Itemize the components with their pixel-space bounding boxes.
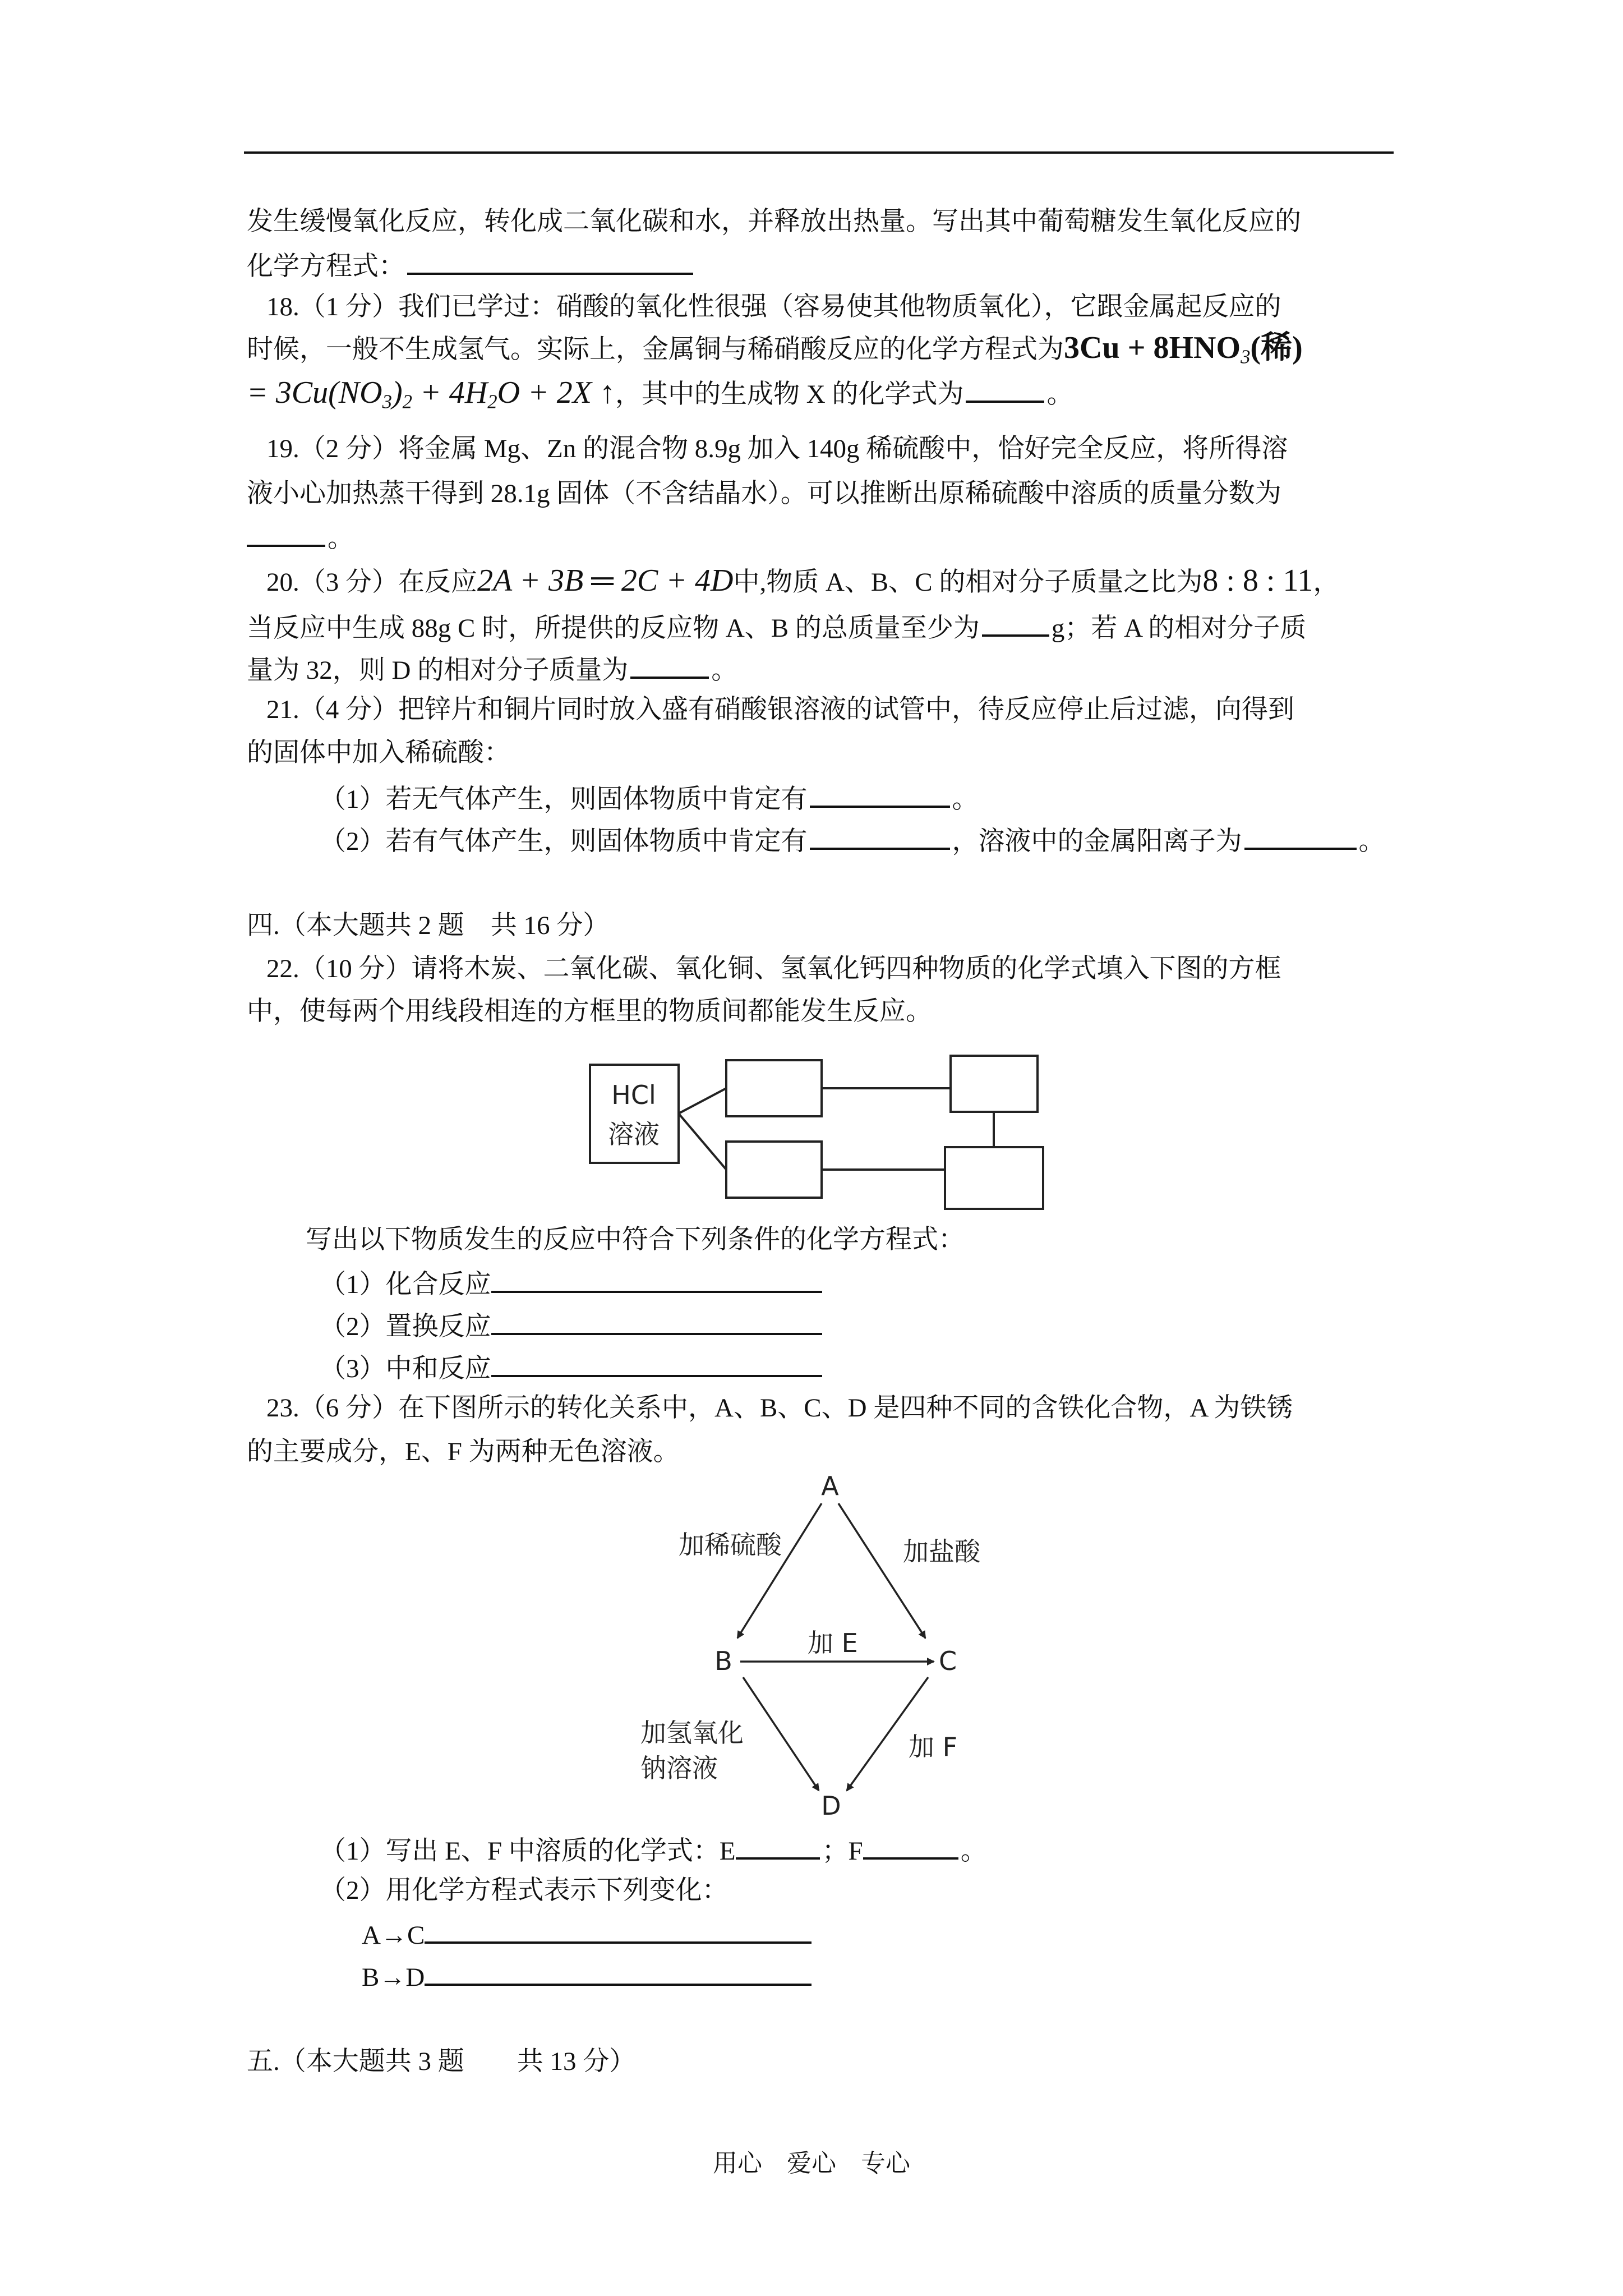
q22-line1: 22.（10 分）请将木炭、二氧化碳、氧化铜、氢氧化钙四种物质的化学式填入下图的方框 xyxy=(266,954,1281,983)
q22-line2: 中，使每两个用线段相连的方框里的物质间都能发生反应。 xyxy=(247,997,932,1026)
edge-bd-label-1: 加氢氧化 xyxy=(640,1718,744,1748)
q22-answer-blank-3[interactable] xyxy=(491,1349,822,1377)
q22-reaction-diagram xyxy=(578,1043,1060,1228)
q18-line1: 18.（1 分）我们已学过：硝酸的氧化性很强（容易使其他物质氧化），它跟金属起反应的 xyxy=(266,292,1281,321)
q20-equation: 2A + 3B ═ 2C + 4D xyxy=(477,563,734,598)
section4-heading: 四.（本大题共 2 题 共 16 分） xyxy=(247,911,610,940)
node-a: A xyxy=(821,1471,839,1501)
q22-item1: （1）化合反应 xyxy=(320,1265,824,1301)
q21-line2: 的固体中加入稀硫酸： xyxy=(247,738,510,767)
q22-item3: （3）中和反应 xyxy=(320,1349,824,1386)
q17-line2: 化学方程式： xyxy=(247,247,695,283)
edge-ac-label: 加盐酸 xyxy=(903,1536,980,1567)
q23-answer-blank-f[interactable] xyxy=(863,1832,958,1860)
q23-conv2: B→D xyxy=(362,1958,814,1994)
edge-cd-label: 加 F xyxy=(909,1732,958,1762)
q21-sub1: （1）若无气体产生，则固体物质中肯定有 。 xyxy=(320,780,979,816)
header-rule xyxy=(244,151,1394,154)
q20-line3: 量为 32，则 D 的相对分子质量为 。 xyxy=(247,651,737,687)
node-c: C xyxy=(938,1646,957,1676)
edge-bd-label-2: 钠溶液 xyxy=(640,1753,718,1783)
q19-line2: 液小心加热蒸干得到 28.1g 固体（不含结晶水）。可以推断出原稀硫酸中溶质的质量分数为 xyxy=(247,479,1281,508)
q17-answer-blank[interactable] xyxy=(407,247,693,275)
q23-conv1: A→C xyxy=(362,1916,814,1952)
q22-instruction: 写出以下物质发生的反应中符合下列条件的化学方程式： xyxy=(306,1225,965,1254)
node-b: B xyxy=(714,1646,732,1676)
q22-answer-blank-1[interactable] xyxy=(491,1265,822,1293)
q19-answer-blank[interactable] xyxy=(247,519,325,547)
edge-bc-label: 加 E xyxy=(808,1628,858,1658)
q20-answer-blank-1[interactable] xyxy=(982,609,1049,637)
q17-line1: 发生缓慢氧化反应，转化成二氧化碳和水，并释放出热量。写出其中葡萄糖发生氧化反应的 xyxy=(247,207,1301,236)
q23-line1: 23.（6 分）在下图所示的转化关系中，A、B、C、D 是四种不同的含铁化合物，A 为铁锈 xyxy=(266,1393,1293,1423)
hcl-box-label-2: 溶液 xyxy=(608,1119,660,1149)
q18-equation-part2: = $3Cu(NO_3)_2 + 4H_2O + 2X$ ↑ xyxy=(247,375,615,413)
q20-ratio: 8 : 8 : 11 xyxy=(1202,563,1313,598)
q20-line1: 20.（3 分）在反应2A + 3B ═ 2C + 4D中,物质 A、B、C 的相对分子质量之比为8 : 8 : 11， xyxy=(266,563,1340,598)
q23-sub1: （1）写出 E、F 中溶质的化学式：E ；F 。 xyxy=(320,1832,987,1868)
q18-line2: 时候，一般不生成氢气。实际上，金属铜与稀硝酸反应的化学方程式为$3Cu + 8HNO_3$(稀) xyxy=(247,330,1303,368)
q21-sub2: （2）若有气体产生，则固体物质中肯定有 ，溶液中的金属阳离子为 。 xyxy=(320,822,1385,858)
q23-answer-blank-bd[interactable] xyxy=(425,1958,811,1986)
q22-answer-blank-2[interactable] xyxy=(491,1307,822,1335)
q18-line3: = $3Cu(NO_3)_2 + 4H_2O + 2X$ ↑，其中的生成物 X 的化学式为 。 xyxy=(247,375,1073,413)
q23-answer-blank-ac[interactable] xyxy=(425,1916,811,1944)
q23-conversion-diagram xyxy=(623,1470,1015,1829)
q20-line2: 当反应中生成 88g C 时，所提供的反应物 A、B 的总质量至少为 g；若 A 的相对分子质 xyxy=(247,609,1306,645)
q23-line2: 的主要成分，E、F 为两种无色溶液。 xyxy=(247,1437,680,1466)
section5-heading: 五.（本大题共 3 题 共 13 分） xyxy=(247,2047,636,2076)
q23-answer-blank-e[interactable] xyxy=(736,1832,820,1860)
q19-line3: 。 xyxy=(247,519,354,555)
q21-answer-blank-2[interactable] xyxy=(810,822,950,850)
q21-line1: 21.（4 分）把锌片和铜片同时放入盛有硝酸银溶液的试管中，待反应停止后过滤，向得到 xyxy=(266,695,1294,724)
blank-box-1[interactable] xyxy=(726,1060,822,1116)
q18-answer-blank[interactable] xyxy=(966,375,1044,403)
blank-box-2[interactable] xyxy=(726,1142,822,1198)
hcl-box-label-1: HCl xyxy=(611,1080,656,1110)
q21-answer-blank-1[interactable] xyxy=(810,780,950,808)
q18-equation-part1: $3Cu + 8HNO_3$(稀) xyxy=(1064,330,1303,368)
blank-box-3[interactable] xyxy=(951,1056,1038,1112)
q20-answer-blank-2[interactable] xyxy=(630,651,709,679)
edge-ab-label: 加稀硫酸 xyxy=(679,1530,782,1560)
q22-item2: （2）置换反应 xyxy=(320,1307,824,1343)
node-d: D xyxy=(821,1791,841,1821)
q21-answer-blank-3[interactable] xyxy=(1244,822,1357,850)
q19-line1: 19.（2 分）将金属 Mg、Zn 的混合物 8.9g 加入 140g 稀硫酸中，恰好完全反应，将所得溶 xyxy=(266,434,1288,463)
blank-box-4[interactable] xyxy=(945,1147,1043,1209)
q23-sub2: （2）用化学方程式表示下列变化： xyxy=(320,1876,728,1905)
page-footer: 用心 爱心 专心 xyxy=(713,2150,910,2177)
